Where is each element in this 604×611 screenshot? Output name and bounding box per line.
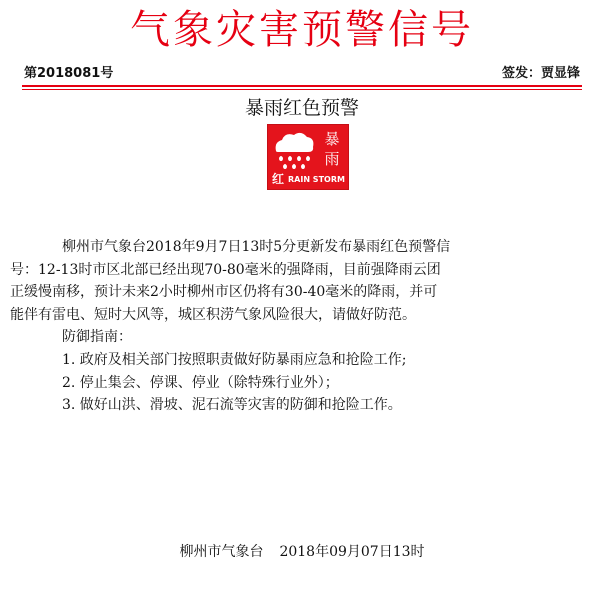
footer-issuer: 柳州市气象台 xyxy=(179,544,264,560)
body-line: 能伴有雷电、短时大风等，城区积涝气象风险很大，请做好防范。 xyxy=(10,306,416,323)
header-rule-thick xyxy=(22,85,582,87)
header-rule-thin xyxy=(22,89,582,90)
warning-body xyxy=(10,236,596,417)
guide-item: 3. 做好山洪、滑坡、泥石流等灾害的防御和抢险工作。 xyxy=(62,397,402,414)
body-line: 号：12-13时市区北部已经出现70-80毫米的强降雨，目前强降雨云团 xyxy=(10,261,441,278)
document-meta xyxy=(24,65,580,83)
issuer-signature: 签发：贾显锋 xyxy=(501,66,580,81)
guide-item: 2. 停止集会、停课、停业（除特殊行业外）； xyxy=(62,374,339,391)
rain-cloud-icon xyxy=(270,129,318,173)
warning-title: 暴雨红色预警 xyxy=(244,97,359,119)
guide-item: 1. 政府及相关部门按照职责做好防暴雨应急和抢险工作; xyxy=(62,351,407,368)
footer-datetime: 2018年09月07日13时 xyxy=(279,544,425,560)
footer-signature xyxy=(0,541,604,563)
masthead-title: 气象灾害预警信号 xyxy=(130,7,474,53)
badge-english-label: RAIN STORM xyxy=(288,175,345,184)
badge-level-label: 红 xyxy=(272,172,285,186)
badge-label-char-1: 暴 xyxy=(324,130,340,148)
body-line: 柳州市气象台2018年9月7日13时5分更新发布暴雨红色预警信 xyxy=(62,239,451,255)
rainstorm-red-warning-badge xyxy=(267,124,349,190)
document-number: 第2018081号 xyxy=(24,66,114,81)
badge-label-char-2: 雨 xyxy=(324,150,340,168)
guide-heading: 防御指南： xyxy=(62,329,132,346)
body-line: 正缓慢南移，预计未来2小时柳州市区仍将有30-40毫米的降雨，并可 xyxy=(10,284,438,301)
